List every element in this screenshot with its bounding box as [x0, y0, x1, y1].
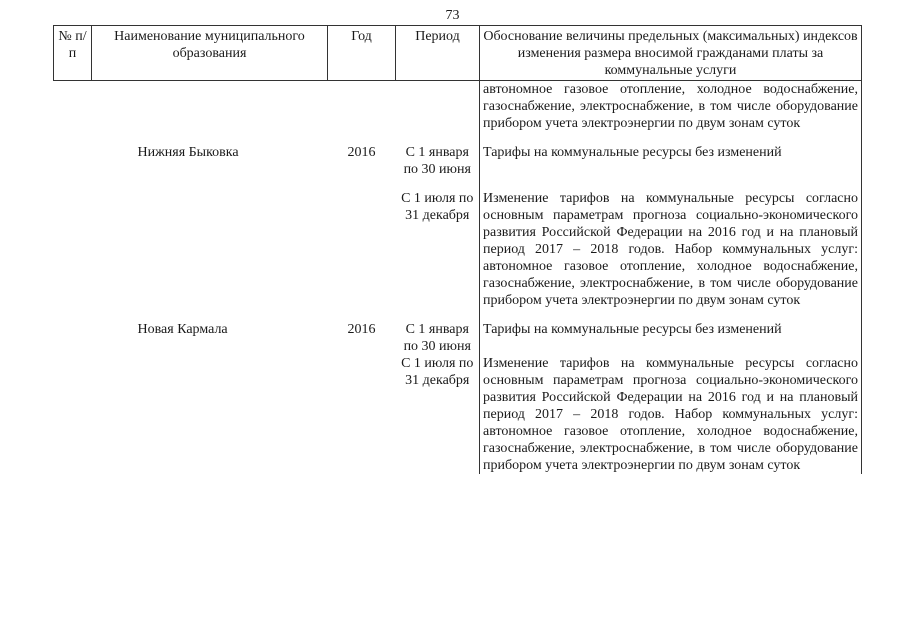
period-cell: С 1 июля по 31 декабря [401, 191, 474, 223]
period-cell: С 1 января по 30 июня [403, 145, 471, 177]
table-header-row [54, 26, 862, 81]
year-cell: 2016 [347, 145, 376, 160]
municipality-name: Нижняя Быковка [137, 145, 239, 160]
header-year: Год [328, 26, 396, 81]
table-row [54, 190, 862, 309]
period-cell: С 1 июля по 31 декабря [401, 356, 474, 388]
table-row [54, 355, 862, 474]
justification-cell: Тарифы на коммунальные ресурсы без изменений [480, 321, 862, 355]
table-row [54, 81, 862, 133]
table-row [54, 321, 862, 355]
municipality-name: Новая Кармала [137, 322, 228, 337]
justification-cell: Изменение тарифов на коммунальные ресурсы согласно основным параметрам прогноза социально-экономического развития Российской Федерации на 2016 год и на плановый период 2017 – 2018 годов. Набор коммунальных услуг: автономное газовое отопление, холодное водоснабжение, газоснабжение, электроснабжение, в том числе оборудование прибором учета электроэнергии по двум зонам суток [480, 355, 862, 474]
page-number: 73 [445, 8, 460, 23]
year-cell: 2016 [347, 322, 376, 337]
continuation-text: автономное газовое отопление, холодное водоснабжение, газоснабжение, электроснабжение, в том числе оборудование прибором учета электроэнергии по двум зонам суток [480, 81, 862, 133]
header-number: № п/п [54, 26, 92, 81]
tariff-table [53, 25, 862, 474]
period-cell: С 1 января по 30 июня [403, 322, 471, 354]
table-row [54, 144, 862, 178]
justification-cell: Тарифы на коммунальные ресурсы без изменений [480, 144, 862, 178]
justification-cell: Изменение тарифов на коммунальные ресурсы согласно основным параметрам прогноза социально-экономического развития Российской Федерации на 2016 год и на плановый период 2017 – 2018 годов. Набор коммунальных услуг: автономное газовое отопление, холодное водоснабжение, газоснабжение, электроснабжение, в том числе оборудование прибором учета электроэнергии по двум зонам суток [480, 190, 862, 309]
header-period: Период [396, 26, 480, 81]
header-municipality: Наименование муниципального образования [92, 26, 328, 81]
header-justification: Обоснование величины предельных (максимальных) индексов изменения размера вносимой гражданами платы за коммунальные услуги [480, 26, 862, 81]
